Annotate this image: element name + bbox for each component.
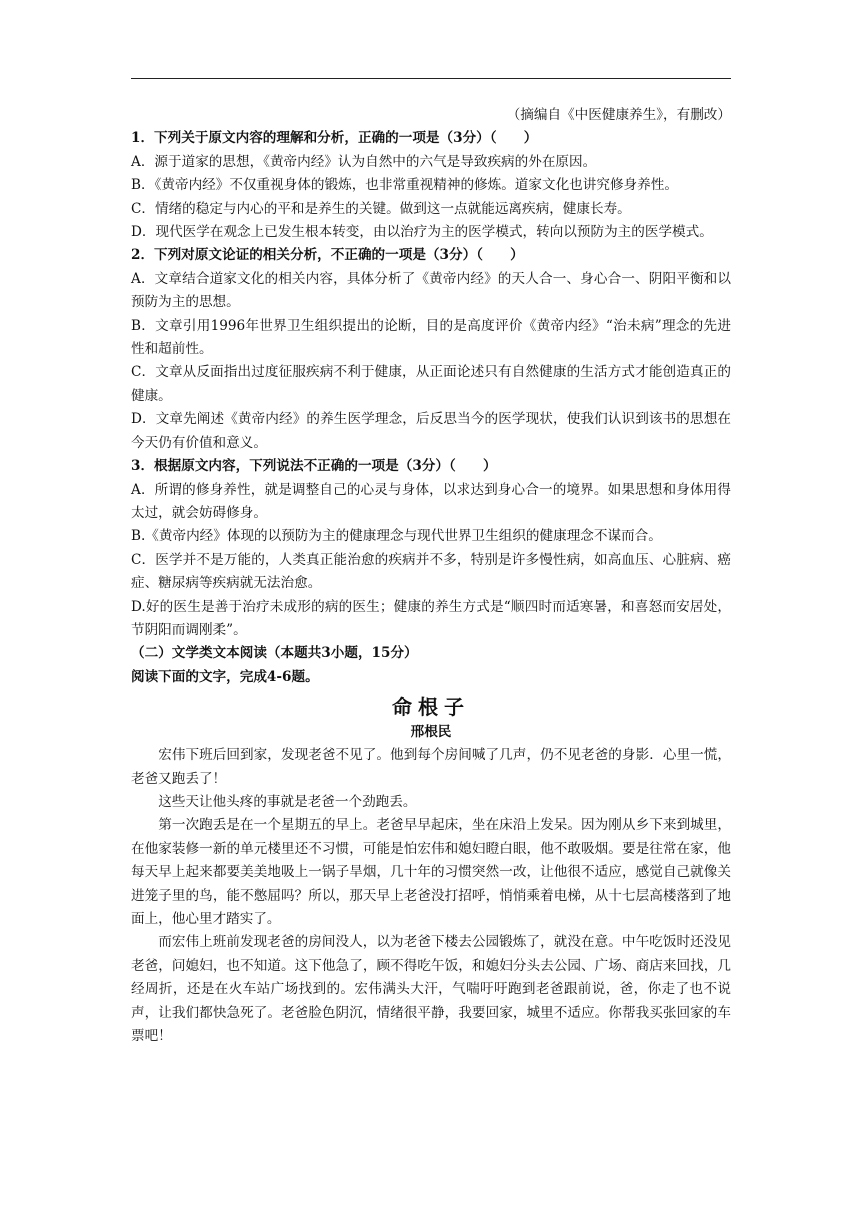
question-2-stem: 2．下列对原文论证的相关分析，不正确的一项是（3分）（ ） [131, 247, 524, 264]
question-1-option-c: C．情绪的稳定与内心的平和是养生的关键。做到这一点就能远离疾病，健康长寿。 [131, 200, 631, 217]
header-rule [131, 78, 731, 79]
story-title: 命根子 [392, 695, 470, 720]
story-paragraph: 这些天让他头疼的事就是老爸一个劲跑丢。 [158, 793, 417, 810]
question-2-option-a: A．文章结合道家文化的相关内容，具体分析了《黄帝内经》的天人合一、身心合一、阴阳平衡和以预防为主的思想。 [131, 270, 731, 311]
source-note: （摘编自《中医健康养生》，有删改） [506, 107, 731, 123]
question-2-option-d: D．文章先阐述《黄帝内经》的养生医学理念，后反思当今的医学现状，使我们认识到该书的思想在今天仍有价值和意义。 [131, 411, 731, 451]
question-3-option-d: D.好的医生是善于治疗未成形的病的医生；健康的养生方式是“顺四时而适寒暑，和喜怒而安居处，节阴阳而调刚柔”。 [131, 598, 731, 638]
story-paragraph: 而宏伟上班前发现老爸的房间没人，以为老爸下楼去公园锻炼了，就没在意。中午吃饭时还没见老爸，问媳妇，也不知道。这下他急了，顾不得吃午饭，和媳妇分头去公园、广场、商店来回找，几经周折，还是在火车站广场找到的。宏伟满头大汗，气喘吁吁跑到老爸跟前说，爸，你走了也不说声，让我们都快急死了。老爸脸色阴沉，情绪很平静，我要回家，城里不适应。你帮我买张回家的车票吧！ [131, 934, 731, 1045]
section-heading: （二）文学类文本阅读（本题共3小题，15分） [131, 645, 418, 662]
question-3-option-a: A．所谓的修身养性，就是调整自己的心灵与身体，以求达到身心合一的境界。如果思想和身体用得太过，就会妨碍修身。 [131, 481, 731, 521]
question-2-option-b: B．文章引用1996年世界卫生组织提出的论断，目的是高度评价《黄帝内经》“治未病”理念的先进性和超前性。 [131, 317, 731, 358]
question-3-option-c: C．医学并不是万能的，人类真正能治愈的疾病并不多，特别是许多慢性病，如高血压、心脏病、癌症、糖尿病等疾病就无法治愈。 [131, 551, 731, 592]
question-3-stem: 3．根据原文内容，下列说法不正确的一项是（3分）（ ） [131, 458, 497, 475]
story-paragraph: 宏伟下班后回到家，发现老爸不见了。他到每个房间喊了几声，仍不见老爸的身影．心里一慌，老爸又跑丢了！ [131, 747, 731, 787]
story-paragraph: 第一次跑丢是在一个星期五的早上。老爸早早起床，坐在床沿上发呆。因为刚从乡下来到城里，在他家装修一新的单元楼里还不习惯，可能是怕宏伟和媳妇瞪白眼，他不敢吸烟。要是往常在家，他每天早上起来都要美美地吸上一锅子旱烟，几十年的习惯突然一改，让他很不适应，感觉自己就像关进笼子里的鸟，能不憋屈吗？所以，那天早上老爸没打招呼，悄悄乘着电梯，从十七层高楼落到了地面上，他心里才踏实了。 [131, 817, 731, 927]
section-instruction: 阅读下面的文字，完成4-6题。 [131, 668, 319, 685]
story-author: 邢根民 [410, 724, 452, 741]
question-1-option-d: D．现代医学在观念上已发生根本转变，由以治疗为主的医学模式，转向以预防为主的医学模式。 [131, 224, 713, 241]
question-1-option-b: B．《黄帝内经》不仅重视身体的锻炼，也非常重视精神的修炼。道家文化也讲究修身养性。 [131, 177, 678, 194]
question-1-option-a: A．源于道家的思想，《黄帝内经》认为自然中的六气是导致疾病的外在原因。 [131, 153, 597, 170]
question-3-option-b: B.《黄帝内经》体现的以预防为主的健康理念与现代世界卫生组织的健康理念不谋而合。 [131, 528, 662, 545]
question-2-option-c: C．文章从反面指出过度征服疾病不利于健康，从正面论述只有自然健康的生活方式才能创造真正的健康。 [131, 364, 731, 404]
document-body [131, 104, 731, 1048]
question-1-stem: 1．下列关于原文内容的理解和分析，正确的一项是（3分）（ ） [131, 130, 538, 147]
